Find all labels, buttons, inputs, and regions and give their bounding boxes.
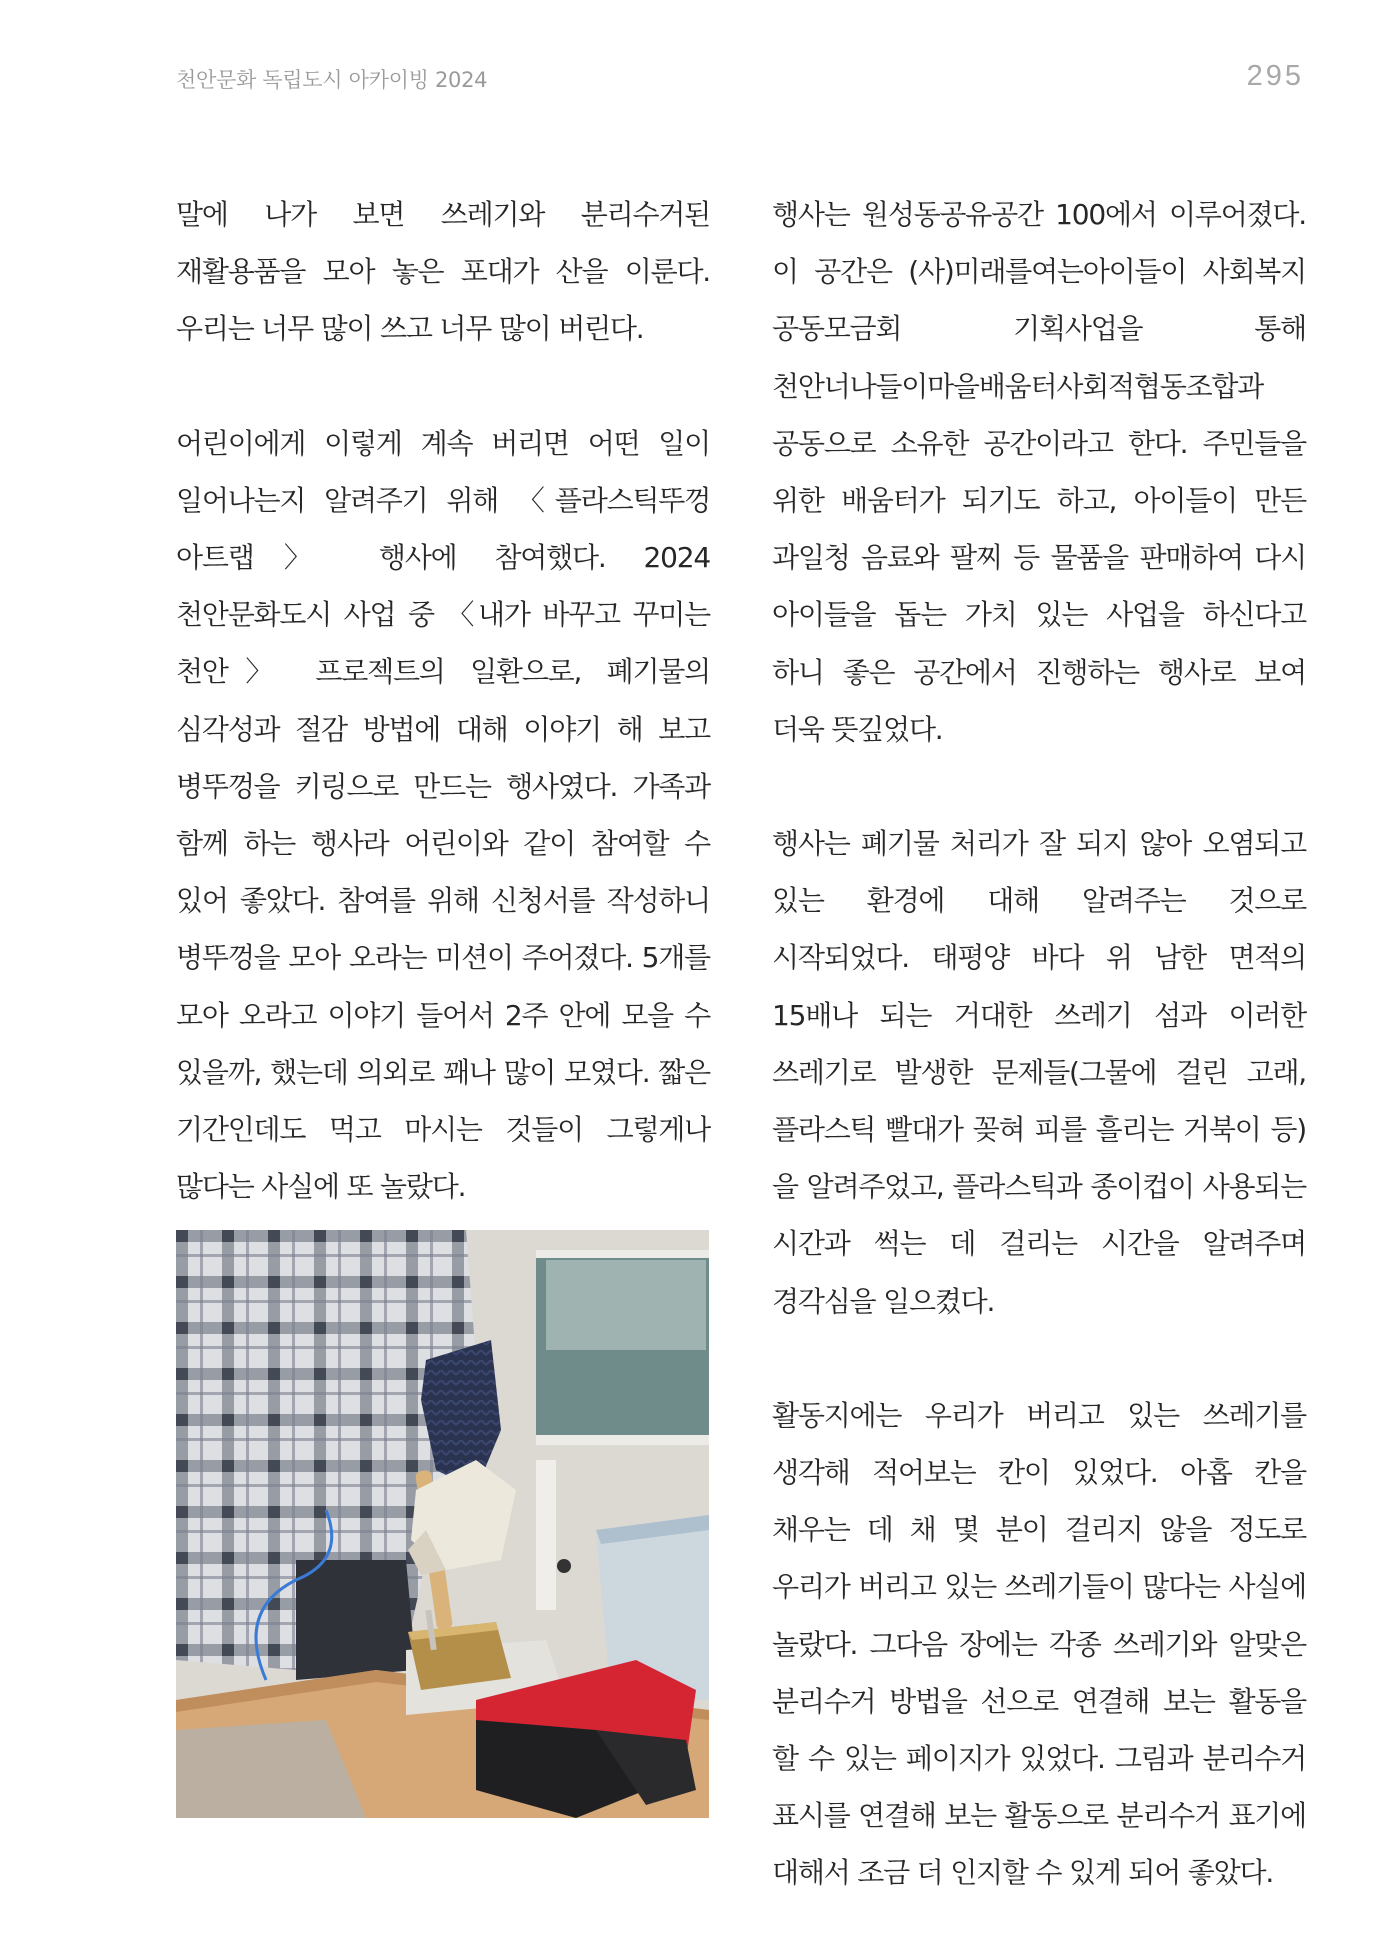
window-sill [536, 1435, 709, 1445]
window-sky [546, 1260, 706, 1350]
paragraph: 활동지에는 우리가 버리고 있는 쓰레기를 생각해 적어보는 칸이 있었다. 아홉 칸을 채우는 데 채 몇 분이 걸리지 않을 정도로 우리가 버리고 있는 쓰레기들이 많다는 사실에 놀랐다. 그다음 장에는 각종 쓰레기와 알맞은 분리수거 방법을 선으로 연결해 보는 활동을 할 수 있는 페이지가 있었다. 그림과 분리수거 표시를 연결해 보는 활동으로 분리수거 표기에 대해서 조금 더 인지할 수 있게 되어 좋았다. [772, 1398, 1306, 1890]
page-number: 295 [1246, 60, 1304, 92]
workshop-photo-illustration [176, 1230, 709, 1818]
paragraph: 행사는 원성동공유공간 100에서 이루어졌다. 이 공간은 (사)미래를여는아이들이 사회복지 공동모금회 기획사업을 통해 천안너나들이마을배움터사회적협동조합과 공동으로 소유한 공간이라고 한다. 주민들을 위한 배움터가 되기도 하고, 아이들이 만든 과일청 음료와 팔찌 등 물품을 판매하여 다시 아이들을 돕는 가치 있는 사업을 하신다고 하니 좋은 공간에서 진행하는 행사로 보여 더욱 뜻깊었다. [772, 198, 1306, 746]
stool [536, 1460, 556, 1610]
window-frame [536, 1250, 709, 1258]
left-column [176, 186, 710, 1272]
workshop-photo [176, 1230, 709, 1818]
caster-wheel [557, 1559, 571, 1573]
paragraph: 말에 나가 보면 쓰레기와 분리수거된 재활용품을 모아 놓은 포대가 산을 이룬다. 우리는 너무 많이 쓰고 너무 많이 버린다. [176, 198, 710, 346]
paragraph: 어린이에게 이렇게 계속 버리면 어떤 일이 일어나는지 알려주기 위해 〈플라스틱뚜껑 아트랩〉 행사에 참여했다. 2024 천안문화도시 사업 중 〈내가 바꾸고 꾸미는 천안〉 프로젝트의 일환으로, 폐기물의 심각성과 절감 방법에 대해 이야기 해 보고 병뚜껑을 키링으로 만드는 행사였다. 가족과 함께 하는 행사라 어린이와 같이 참여할 수 있어 좋았다. 참여를 위해 신청서를 작성하니 병뚜껑을 모아 오라는 미션이 주어졌다. 5개를 모아 오라고 이야기 들어서 2주 안에 모을 수 있을까, 했는데 의외로 꽤나 많이 모였다. 짧은 기간인데도 먹고 마시는 것들이 그렇게나 많다는 사실에 또 놀랐다. [176, 426, 710, 1204]
paragraph: 행사는 폐기물 처리가 잘 되지 않아 오염되고 있는 환경에 대해 알려주는 것으로 시작되었다. 태평양 바다 위 남한 면적의 15배나 되는 거대한 쓰레기 섬과 이러한 쓰레기로 발생한 문제들(그물에 걸린 고래, 플라스틱 빨대가 꽂혀 피를 흘리는 거북이 등)을 알려주었고, 플라스틱과 종이컵이 사용되는 시간과 썩는 데 걸리는 시간을 알려주며 경각심을 일으켰다. [772, 827, 1306, 1318]
running-header: 천안문화 독립도시 아카이빙 2024 [176, 68, 488, 92]
right-column [772, 186, 1306, 1959]
pants [296, 1560, 416, 1680]
